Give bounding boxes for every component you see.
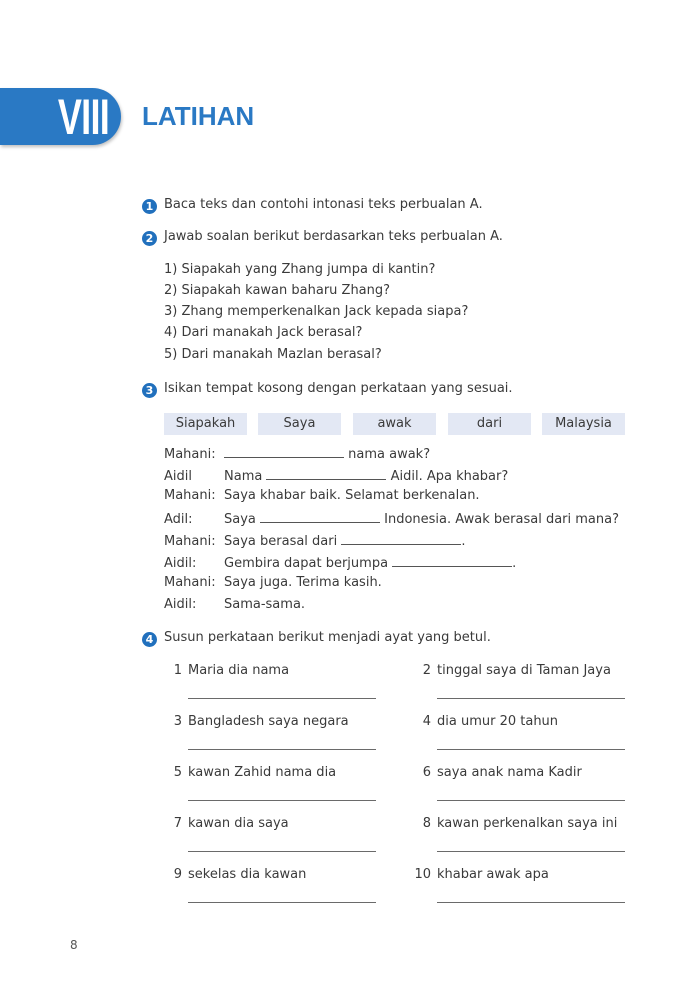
rearrange-item — [413, 714, 558, 730]
fill-in-blank[interactable] — [266, 467, 386, 480]
speaker: Mahani: — [164, 447, 216, 462]
item-number: 5 — [173, 765, 182, 780]
item-words: Bangladesh saya negara — [188, 714, 349, 729]
item-words: kawan Zahid nama dia — [188, 765, 337, 780]
item-words: kawan dia saya — [188, 816, 289, 831]
chapter-number: VIII — [57, 89, 109, 145]
dialogue-text: Saya berasal dari — [224, 533, 342, 549]
rearrange-item — [164, 816, 289, 832]
item-words: tinggal saya di Taman Jaya — [437, 663, 611, 678]
answer-line[interactable] — [188, 851, 376, 852]
answer-line[interactable] — [188, 698, 376, 699]
item-number: 9 — [173, 867, 182, 882]
question-3 — [142, 381, 513, 398]
subquestion: 2) Siapakah kawan baharu Zhang? — [164, 283, 391, 298]
answer-line[interactable] — [188, 800, 376, 801]
question-text: Jawab soalan berikut berdasarkan teks perbualan A. — [164, 229, 503, 244]
dialogue-line — [164, 445, 430, 463]
chapter-banner — [0, 88, 121, 145]
answer-line[interactable] — [437, 800, 625, 801]
item-words: Maria dia nama — [188, 663, 290, 678]
subquestion: 5) Dari manakah Mazlan berasal? — [164, 347, 382, 362]
number-badge: 3 — [142, 383, 157, 398]
answer-line[interactable] — [437, 902, 625, 903]
dialogue-text: . — [461, 533, 466, 549]
dialogue-text: . — [512, 555, 517, 571]
dialogue-text: Saya khabar baik. Selamat berkenalan. — [224, 488, 480, 504]
answer-line[interactable] — [437, 698, 625, 699]
fill-in-blank[interactable] — [260, 510, 380, 523]
item-number: 7 — [173, 816, 182, 831]
item-words: dia umur 20 tahun — [437, 714, 559, 729]
word-bank-item: Malaysia — [542, 413, 625, 435]
dialogue-text: Saya — [224, 512, 261, 528]
word-bank-item: dari — [448, 413, 531, 435]
word-bank-item: Saya — [258, 413, 341, 435]
item-number: 1 — [173, 663, 182, 678]
dialogue-text: Aidil. Apa khabar? — [386, 468, 509, 484]
subquestion: 1) Siapakah yang Zhang jumpa di kantin? — [164, 262, 436, 277]
fill-in-blank[interactable] — [341, 532, 461, 545]
item-words: khabar awak apa — [437, 867, 549, 882]
rearrange-item — [413, 867, 549, 883]
answer-line[interactable] — [188, 902, 376, 903]
dialogue-text: Gembira dapat berjumpa — [224, 555, 393, 571]
answer-line[interactable] — [188, 749, 376, 750]
fill-in-blank[interactable] — [392, 554, 512, 567]
rearrange-item — [413, 663, 611, 679]
speaker: Mahani: — [164, 575, 216, 591]
page-title: LATIHAN — [142, 101, 255, 131]
speaker: Aidil: — [164, 596, 197, 612]
dialogue-line — [164, 554, 516, 572]
dialogue-line — [164, 575, 382, 591]
dialogue-text: nama awak? — [344, 447, 431, 462]
rearrange-item — [413, 816, 617, 832]
dialogue-line — [164, 467, 508, 485]
speaker: Adil: — [164, 512, 193, 528]
question-1 — [142, 197, 483, 214]
rearrange-item — [164, 765, 336, 781]
item-number: 10 — [414, 867, 431, 882]
item-words: kawan perkenalkan saya ini — [437, 816, 618, 831]
speaker: Mahani: — [164, 533, 216, 549]
question-text: Susun perkataan berikut menjadi ayat yang betul. — [164, 630, 491, 645]
question-text: Baca teks dan contohi intonasi teks perbualan A. — [164, 197, 483, 212]
speaker: Aidil — [164, 468, 192, 484]
number-badge: 1 — [142, 199, 157, 214]
rearrange-item — [164, 663, 289, 679]
subquestion: 4) Dari manakah Jack berasal? — [164, 325, 363, 340]
item-words: sekelas dia kawan — [188, 867, 307, 882]
rearrange-item — [413, 765, 582, 781]
question-4 — [142, 630, 491, 647]
number-badge: 2 — [142, 231, 157, 246]
question-text: Isikan tempat kosong dengan perkataan yang sesuai. — [164, 381, 513, 396]
question-2 — [142, 229, 503, 246]
page-number: 8 — [70, 938, 78, 952]
speaker: Mahani: — [164, 488, 216, 504]
dialogue-text: Saya juga. Terima kasih. — [224, 575, 382, 591]
word-bank-item: Siapakah — [164, 413, 247, 435]
answer-line[interactable] — [437, 749, 625, 750]
dialogue-line — [164, 597, 305, 613]
word-bank-item: awak — [353, 413, 436, 435]
item-number: 6 — [422, 765, 431, 780]
subquestion: 3) Zhang memperkenalkan Jack kepada siapa? — [164, 304, 469, 319]
dialogue-line — [164, 532, 466, 550]
rearrange-item — [164, 714, 349, 730]
speaker: Aidil: — [164, 555, 197, 571]
dialogue-line — [164, 488, 480, 504]
number-badge: 4 — [142, 632, 157, 647]
fill-in-blank[interactable] — [224, 445, 344, 458]
item-words: saya anak nama Kadir — [437, 765, 582, 780]
dialogue-text: Sama-sama. — [224, 596, 306, 612]
item-number: 2 — [422, 663, 431, 678]
item-number: 8 — [422, 816, 431, 831]
item-number: 4 — [422, 714, 431, 729]
dialogue-text: Nama — [224, 468, 267, 484]
dialogue-text: Indonesia. Awak berasal dari mana? — [380, 512, 619, 528]
answer-line[interactable] — [437, 851, 625, 852]
item-number: 3 — [173, 714, 182, 729]
dialogue-line — [164, 510, 619, 528]
rearrange-item — [164, 867, 306, 883]
